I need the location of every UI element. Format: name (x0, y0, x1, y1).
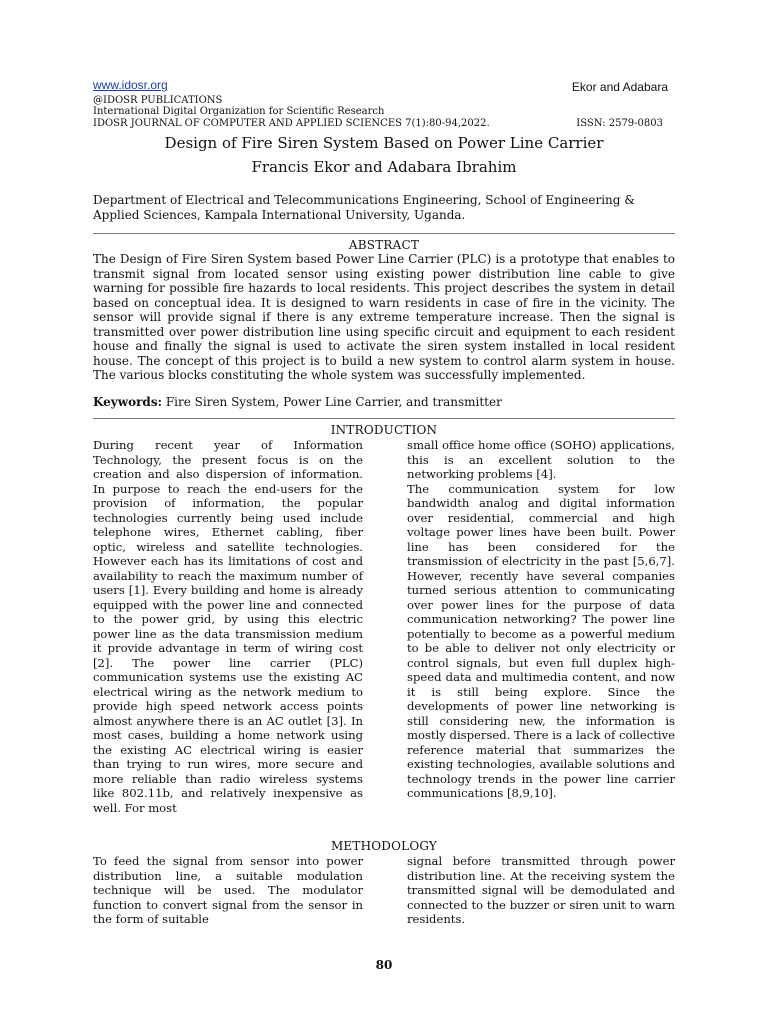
methodology-heading: METHODOLOGY (330, 839, 438, 853)
introduction-left-column (93, 438, 363, 815)
abstract-heading: ABSTRACT (348, 238, 420, 252)
divider (93, 233, 675, 234)
page-number: 80 (375, 958, 393, 972)
divider (93, 418, 675, 419)
issn: ISSN: 2579-0803 (576, 118, 663, 129)
abstract-text: The Design of Fire Siren System based Power Line Carrier (PLC) is a prototype that enables to transmit signal from located sensor using existing power distribution line cable to give warning for possible fire hazards to local residents. This project describes the system in detail based on conceptual idea. It is designed to warn residents in case of fire in the vicinity. The sensor will provide signal if there is any extreme temperature increase. Then the signal is transmitted over power distribution line using specific circuit and equipment to each resident house and finally the signal is used to activate the siren system installed in local resident house. The concept of this project is to build a new system to control alarm system in house. The various blocks constituting the whole system was successfully implemented. (93, 252, 675, 382)
journal-website-link[interactable]: www.idosr.org (93, 78, 168, 92)
paragraph: During recent year of Information Technology, the present focus is on the creation and also dispersion of information. In purpose to reach the end-users for the provision of information, the popular technologies currently being used include telephone wires, Ethernet cabling, fiber optic, wireless and satellite technologies. However each has its limitations of cost and availability to reach the maximum number of users [1]. Every building and home is already equipped with the power line and connected to the power grid, by using this electric power line as the data transmission medium it provide advantage in term of wiring cost [2]. The power line carrier (PLC) communication systems use the existing AC electrical wiring as the network medium to provide high speed network access points almost anywhere there is an AC outlet [3]. In most cases, building a home network using the existing AC electrical wiring is easier than trying to run wires, more secure and more reliable than radio wireless systems like 802.11b, and relatively inexpensive as well. For most (93, 438, 363, 815)
journal-line (93, 118, 663, 129)
paper-title: Design of Fire Siren System Based on Power Line Carrier (164, 134, 604, 152)
running-header-authors: Ekor and Adabara (571, 80, 668, 94)
methodology-left-column (93, 854, 363, 927)
journal-citation: IDOSR JOURNAL OF COMPUTER AND APPLIED SCIENCES 7(1):80-94,2022. (93, 118, 490, 129)
introduction-heading: INTRODUCTION (330, 423, 438, 437)
keywords-label: Keywords: (93, 395, 163, 409)
introduction-right-column (407, 438, 675, 801)
paragraph: signal before transmitted through power distribution line. At the receiving system the transmitted signal will be demodulated and connected to the buzzer or siren unit to warn residents. (407, 854, 675, 926)
organization-line: International Digital Organization for Scientific Research (93, 106, 385, 117)
keywords (93, 395, 675, 409)
publisher-line: @IDOSR PUBLICATIONS (93, 95, 223, 106)
paragraph: To feed the signal from sensor into power distribution line, a suitable modulation technique will be used. The modulator function to convert signal from the sensor in the form of suitable (93, 854, 363, 926)
paragraph: The communication system for low bandwidth analog and digital information over residential, commercial and high voltage power lines have been built. Power line has been considered for the transmission of electricity in the past [5,6,7]. However, recently have several companies turned serious attention to communicating over power lines for the purpose of data communication networking? The power line potentially to become as a powerful medium to be able to deliver not only electricity or control signals, but even full duplex high- speed data and multimedia content, and now it is still being explore. Since the developments of power line networking is still considering new, the information is mostly dispersed. There is a lack of collective reference material that summarizes the existing technologies, available solutions and technology trends in the power line carrier communications [8,9,10]. (407, 481, 675, 800)
affiliation: Department of Electrical and Telecommunications Engineering, School of Engineering & Applied Sciences, Kampala International University, Uganda. (93, 193, 635, 222)
paper-authors: Francis Ekor and Adabara Ibrahim (251, 158, 517, 176)
paragraph: small office home office (SOHO) applications, this is an excellent solution to the networking problems [4]. (407, 438, 675, 481)
methodology-right-column (407, 854, 675, 927)
keywords-list: Fire Siren System, Power Line Carrier, and transmitter (162, 395, 502, 409)
